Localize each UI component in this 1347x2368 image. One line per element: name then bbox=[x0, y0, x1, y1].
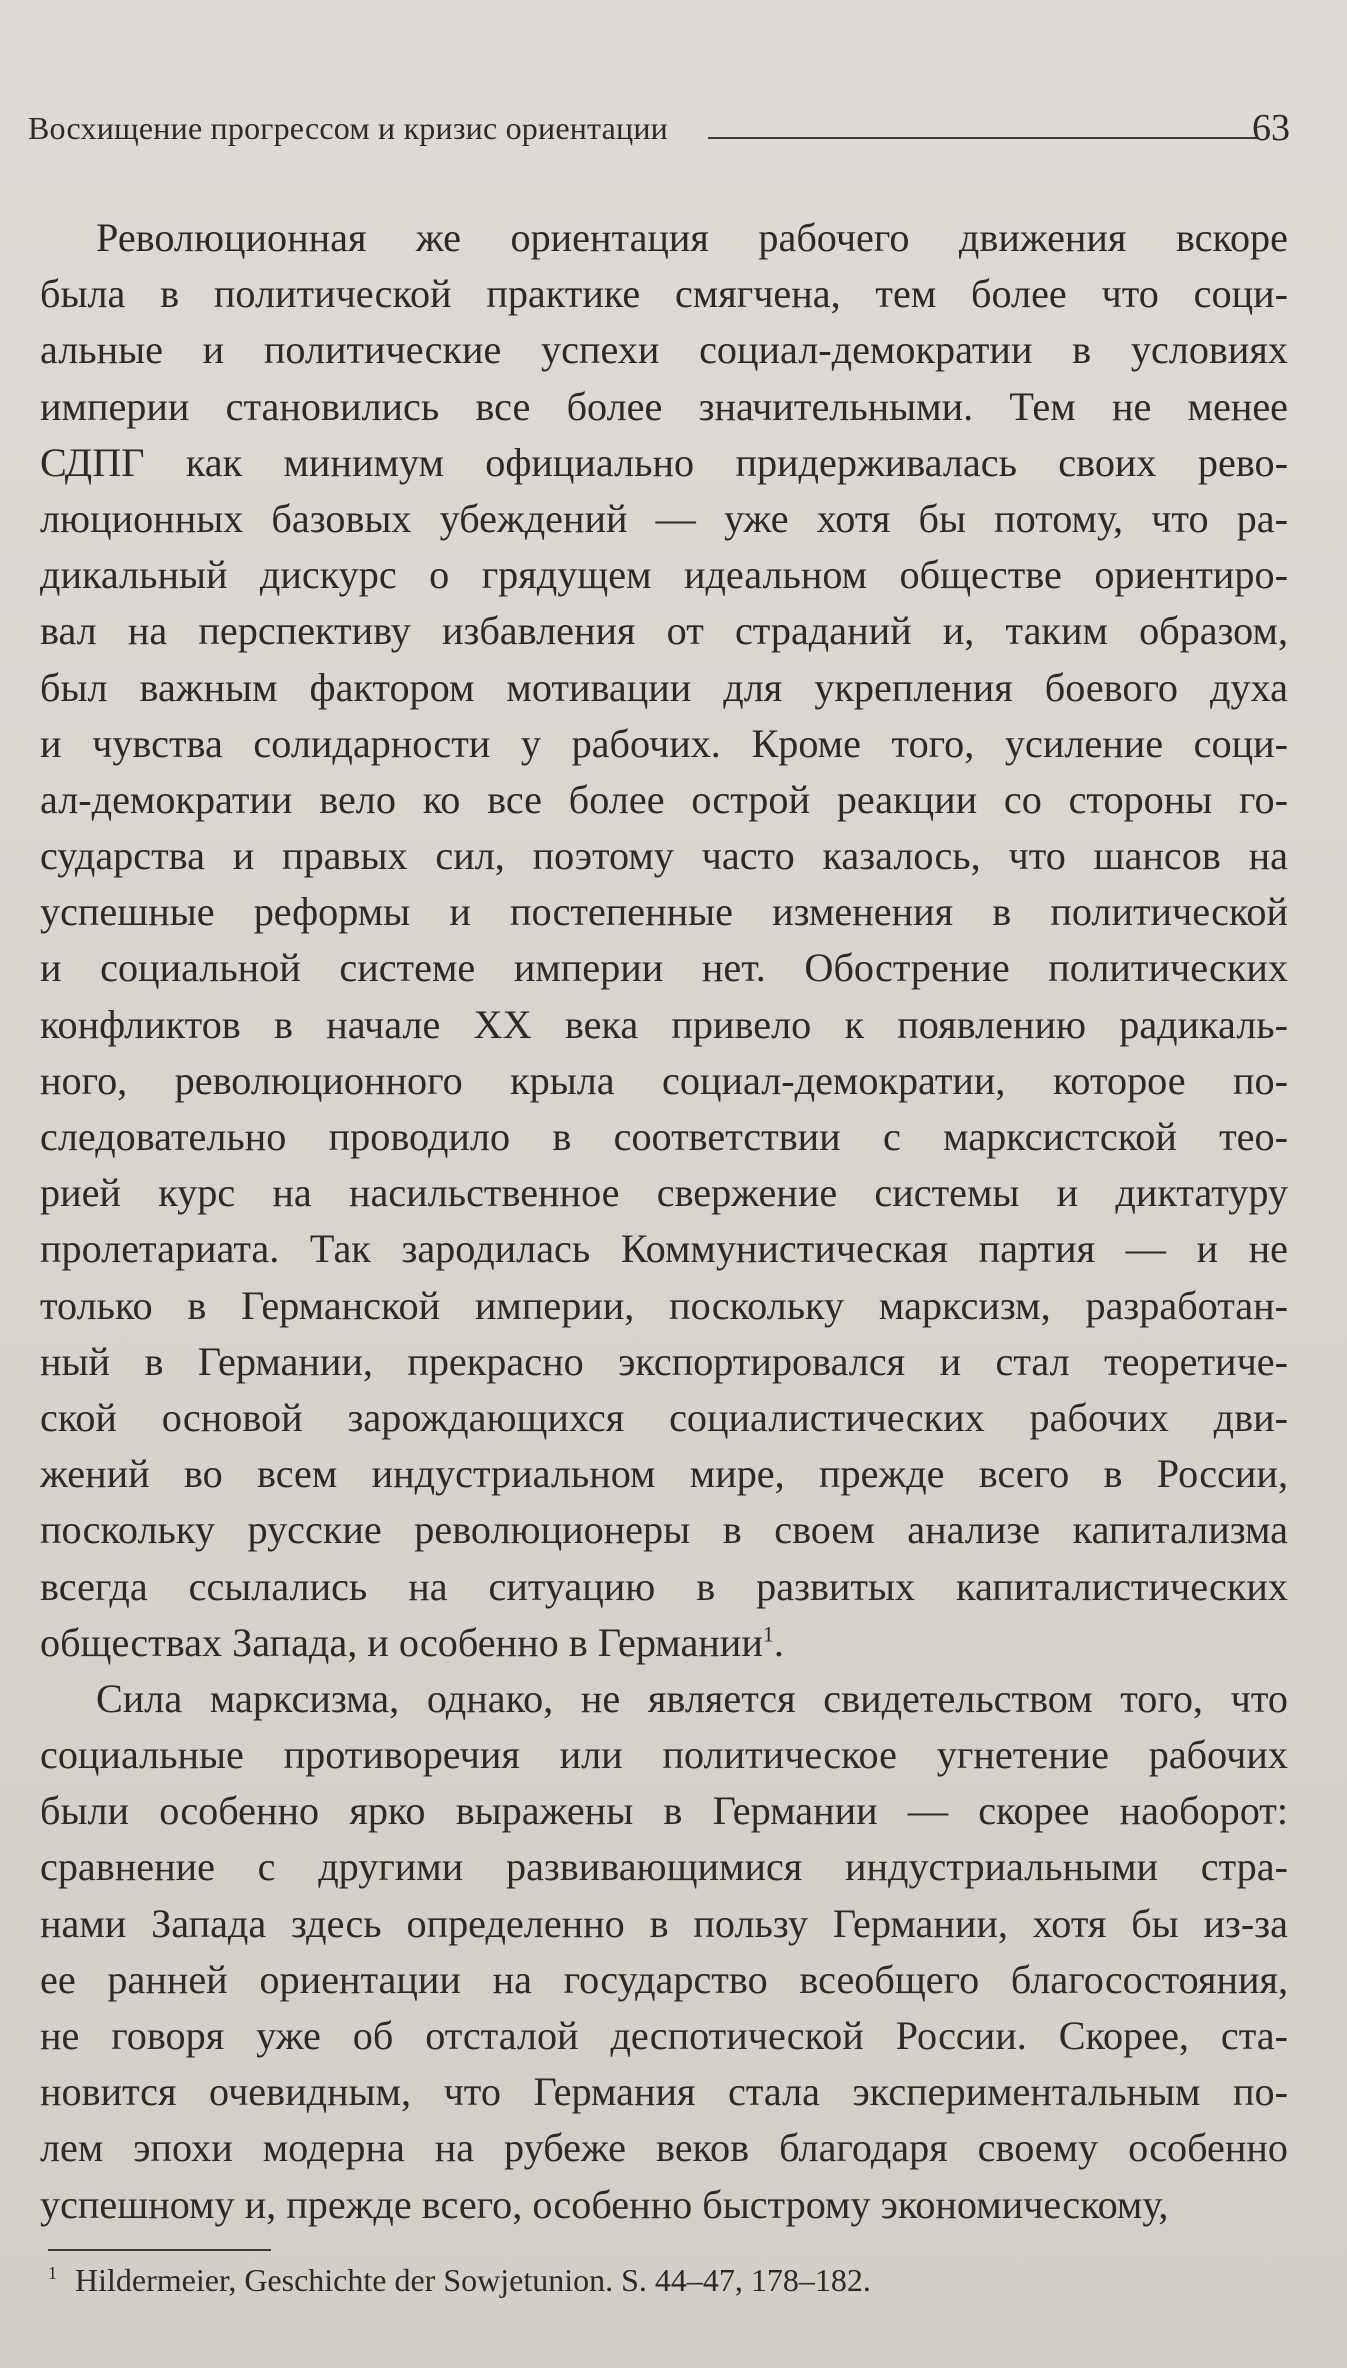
paragraph bbox=[40, 210, 1288, 1671]
line-text: нами Запада здесь определенно в пользу Германии, хотя бы из-за bbox=[40, 1900, 1288, 1946]
text-line bbox=[40, 1952, 1288, 2008]
line-text: лем эпохи модерна на рубеже веков благодаря своему особенно bbox=[40, 2125, 1288, 2171]
line-text: был важным фактором мотивации для укрепления боевого духа bbox=[40, 664, 1288, 710]
line-text: Сила марксизма, однако, не является свидетельством того, что bbox=[96, 1675, 1288, 1721]
line-text: сударства и правых сил, поэтому часто казалось, что шансов на bbox=[40, 833, 1288, 879]
text-line bbox=[40, 491, 1288, 547]
text-line bbox=[40, 2177, 1288, 2233]
text-line bbox=[40, 1278, 1288, 1334]
body-text bbox=[40, 210, 1288, 2233]
line-text: новится очевидным, что Германия стала экспериментальным по- bbox=[40, 2069, 1288, 2115]
text-line bbox=[40, 210, 1288, 266]
line-text: альные и политические успехи социал-демократии в условиях bbox=[40, 327, 1288, 373]
text-line bbox=[40, 1109, 1288, 1165]
running-head bbox=[28, 106, 1290, 150]
text-line bbox=[40, 1390, 1288, 1446]
text-line bbox=[40, 1559, 1288, 1615]
footnote bbox=[48, 2262, 871, 2299]
line-text: пролетариата. Так зародилась Коммунистическая партия — и не bbox=[40, 1226, 1288, 1272]
line-text: ее ранней ориентации на государство всеобщего благосостояния, bbox=[40, 1956, 1288, 2002]
line-text: обществах Запада, и особенно в Германии bbox=[40, 1619, 763, 1665]
text-line: обществах Запада, и особенно в Германии$^1$. bbox=[40, 1619, 784, 1665]
line-text: конфликтов в начале XX века привело к появлению радикаль- bbox=[40, 1001, 1288, 1047]
line-text: ный в Германии, прекрасно экспортировался и стал теоретиче- bbox=[40, 1338, 1288, 1384]
text-line bbox=[40, 379, 1288, 435]
text-line bbox=[40, 435, 1288, 491]
line-text: Революционная же ориентация рабочего движения вскоре bbox=[96, 215, 1288, 260]
line-text: ного, революционного крыла социал-демократии, которое по- bbox=[40, 1057, 1288, 1103]
footnote-text: Hildermeier, Geschichte der Sowjetunion. S. 44–47, 178–182. bbox=[75, 2262, 871, 2298]
running-title: Восхищение прогрессом и кризис ориентации bbox=[28, 110, 669, 146]
text-line bbox=[40, 2120, 1288, 2176]
text-line bbox=[40, 772, 1288, 828]
text-line bbox=[40, 1783, 1288, 1839]
line-text: были особенно ярко выражены в Германии — скорее наоборот: bbox=[40, 1788, 1288, 1834]
paragraph bbox=[40, 1671, 1288, 2233]
line-text: дикальный дискурс о грядущем идеальном обществе ориентиро- bbox=[40, 552, 1288, 598]
text-line bbox=[40, 1221, 1288, 1277]
text-line bbox=[40, 1727, 1288, 1783]
line-text: только в Германской империи, поскольку марксизм, разработан- bbox=[40, 1282, 1288, 1328]
text-line bbox=[40, 1839, 1288, 1895]
text-line bbox=[40, 1502, 1288, 1558]
line-text: всегда ссылались на ситуацию в развитых капиталистических bbox=[40, 1563, 1288, 1609]
text-line bbox=[40, 1334, 1288, 1390]
text-line bbox=[40, 1165, 1288, 1221]
line-text: была в политической практике смягчена, тем более что соци- bbox=[40, 271, 1288, 317]
text-line bbox=[40, 266, 1288, 322]
text-line bbox=[40, 940, 1288, 996]
line-text: и чувства солидарности у рабочих. Кроме того, усиление соци- bbox=[40, 720, 1288, 766]
line-text: вал на перспективу избавления от страданий и, таким образом, bbox=[40, 608, 1288, 654]
text-line bbox=[40, 884, 1288, 940]
line-text: ал-демократии вело ко все более острой реакции со стороны го- bbox=[40, 776, 1288, 822]
line-text: следовательно проводило в соответствии с марксистской тео- bbox=[40, 1114, 1288, 1159]
text-line bbox=[40, 2008, 1288, 2064]
line-text: рией курс на насильственное свержение системы и диктатуру bbox=[40, 1170, 1288, 1216]
text-line bbox=[40, 1896, 1288, 1952]
footnote-rule bbox=[48, 2249, 271, 2251]
line-text: поскольку русские революционеры в своем анализе капитализма bbox=[40, 1507, 1288, 1553]
line-text: социальные противоречия или политическое угнетение рабочих bbox=[40, 1732, 1288, 1778]
text-line bbox=[40, 547, 1288, 603]
text-line bbox=[40, 660, 1288, 716]
text-line bbox=[40, 2064, 1288, 2120]
line-text: успешному и, прежде всего, особенно быстрому экономическому, bbox=[40, 2181, 1169, 2227]
line-text: сравнение с другими развивающимися индустриальными стра- bbox=[40, 1844, 1288, 1890]
text-line bbox=[40, 716, 1288, 772]
text-line bbox=[40, 322, 1288, 378]
footnote-marker: 1 bbox=[48, 2263, 57, 2284]
line-text: империи становились все более значительными. Тем не менее bbox=[40, 383, 1288, 429]
line-text: успешные реформы и постепенные изменения в политической bbox=[40, 889, 1288, 935]
line-text: люционных базовых убеждений — уже хотя бы потому, что ра- bbox=[40, 495, 1288, 541]
text-line bbox=[40, 997, 1288, 1053]
text-line bbox=[40, 828, 1288, 884]
text-line bbox=[40, 1671, 1288, 1727]
text-line bbox=[40, 603, 1288, 659]
text-line bbox=[40, 1053, 1288, 1109]
line-text: не говоря уже об отсталой деспотической России. Скорее, ста- bbox=[40, 2013, 1288, 2058]
line-text: ской основой зарождающихся социалистических рабочих дви- bbox=[40, 1394, 1288, 1440]
page-number: 63 bbox=[1252, 107, 1290, 149]
line-text: жений во всем индустриальном мире, прежде всего в России, bbox=[40, 1451, 1288, 1497]
footnote-reference[interactable]: 1 bbox=[762, 1621, 774, 1647]
line-text: СДПГ как минимум официально придерживалась своих рево- bbox=[40, 439, 1288, 485]
header-rule bbox=[708, 137, 1258, 139]
text-line bbox=[40, 1446, 1288, 1502]
line-text: и социальной системе империи нет. Обострение политических bbox=[40, 945, 1288, 991]
